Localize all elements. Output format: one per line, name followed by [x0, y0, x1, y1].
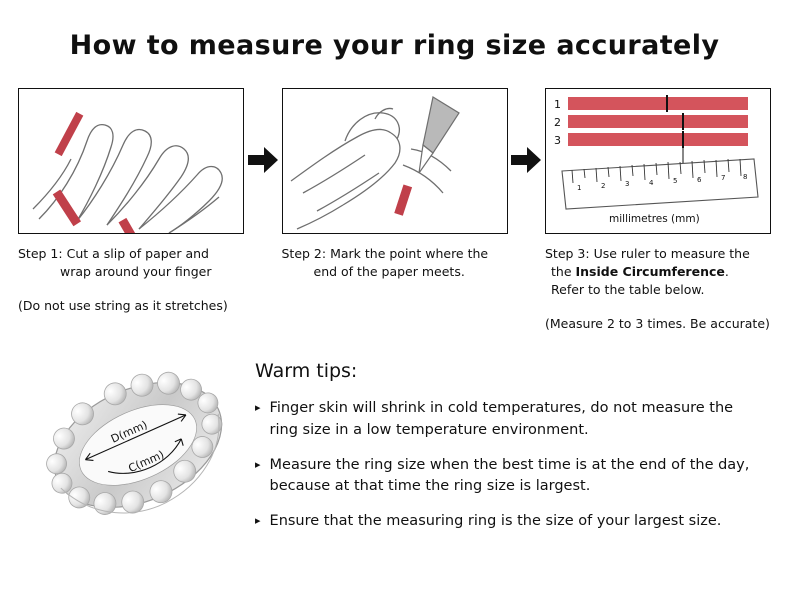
step-1-note: (Do not use string as it stretches): [18, 298, 228, 314]
svg-text:1: 1: [554, 98, 561, 111]
svg-text:3: 3: [554, 134, 561, 147]
warm-tips-section: [255, 360, 760, 546]
step-3-text-line2-suffix: .: [724, 264, 729, 280]
svg-text:2: 2: [601, 182, 606, 190]
step-3-label: Step 3:: [545, 246, 590, 261]
step-1-label: Step 1:: [18, 246, 63, 261]
step-2-caption: [282, 245, 508, 281]
tip-text: Measure the ring size when the best time is at the end of the day, because at that time the ring size is largest.: [269, 456, 750, 495]
arrow-step2-to-step3: [509, 88, 543, 232]
step-3-image: [545, 88, 771, 234]
tip-text: Finger skin will shrink in cold temperatures, do not measure the ring size in a low temperature environment.: [269, 400, 734, 438]
step-1: [18, 88, 244, 313]
step-3-note: (Measure 2 to 3 times. Be accurate): [545, 316, 770, 332]
page-title: How to measure your ring size accurately: [69, 30, 720, 61]
step-3-bold-phrase: Inside Circumference: [575, 264, 725, 280]
svg-text:3: 3: [625, 180, 630, 188]
step-1-caption: [18, 245, 244, 281]
bullet-icon: ▸: [255, 457, 261, 471]
steps-row: [18, 88, 771, 331]
svg-text:8: 8: [743, 173, 748, 181]
step-3: [545, 88, 771, 331]
bullet-icon: ▸: [255, 514, 261, 527]
svg-text:millimetres (mm): millimetres (mm): [609, 213, 700, 225]
ruler-measuring-paper-strips-illustration: [546, 89, 770, 233]
svg-text:4: 4: [649, 179, 654, 187]
arrow-step1-to-step2: [246, 88, 280, 232]
tip-item: [255, 398, 760, 442]
svg-text:2: 2: [554, 116, 561, 129]
tip-item: [255, 455, 760, 499]
step-1-image: [18, 88, 244, 234]
tip-text: Ensure that the measuring ring is the size of your largest size.: [269, 513, 722, 529]
step-1-text-line1: Cut a slip of paper and: [66, 246, 209, 261]
circumference-label: C(mm): [126, 447, 167, 476]
svg-text:6: 6: [697, 176, 702, 184]
step-3-text-line2-prefix: the: [551, 264, 576, 280]
tip-item: [255, 511, 760, 533]
step-1-text-line2: wrap around your finger: [60, 264, 212, 280]
svg-text:5: 5: [673, 177, 678, 185]
step-3-text-line1: Use ruler to measure the: [593, 246, 750, 261]
bullet-icon: ▸: [255, 401, 261, 414]
step-2-label: Step 2:: [281, 246, 327, 261]
hand-with-paper-strip-illustration: [19, 89, 243, 233]
step-2-image: [282, 88, 508, 234]
step-2: [282, 88, 508, 298]
warm-tips-heading: Warm tips:: [255, 360, 358, 382]
eternity-ring-with-diameter-and-circumference-labels: [28, 345, 248, 560]
svg-text:7: 7: [721, 174, 726, 182]
step-2-text-line1: Mark the point where the: [330, 246, 489, 261]
ring-illustration: [28, 345, 248, 560]
svg-text:1: 1: [577, 184, 582, 192]
step-2-text-line2: end of the paper meets.: [313, 264, 465, 280]
step-3-text-line3: Refer to the table below.: [551, 282, 705, 298]
hand-marking-paper-illustration: [283, 89, 507, 233]
step-3-caption: [545, 245, 771, 299]
diameter-label: D(mm): [108, 418, 150, 446]
